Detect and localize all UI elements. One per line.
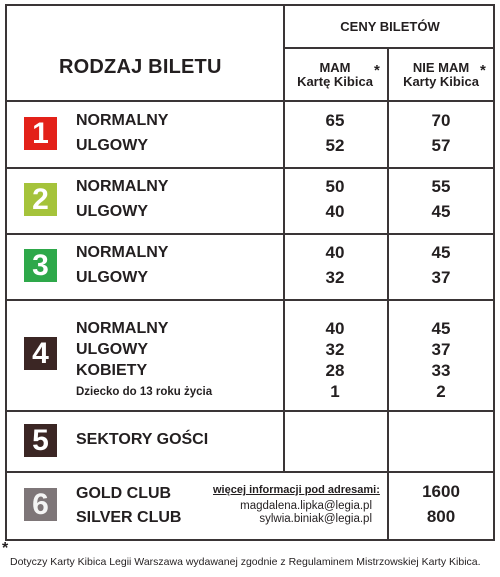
nocard-price: 37 [431,268,451,287]
row-label: ULGOWY [76,203,148,220]
nocard-price: 45 [431,319,451,338]
card-price: 1 [330,382,340,401]
row-divider-3 [5,233,495,235]
nocard-price: 70 [431,111,451,130]
club-price: 1600 [422,482,460,501]
card-price: 52 [325,136,345,155]
nocard-column-header [389,61,493,89]
club-price: 800 [426,507,456,526]
nocard-price: 2 [436,382,446,401]
row-label: ULGOWY [76,341,148,358]
footnote-star: * [2,540,9,557]
ticket-type-heading: RODZAJ BILETU [59,56,222,78]
row-label: SEKTORY GOŚCI [76,431,209,448]
sector-badge-6: 6 [24,488,57,521]
row-divider-4 [5,299,495,301]
nocard-header-line2: Karty Kibica [403,74,479,89]
row-divider-1 [5,100,495,102]
nocard-price: 33 [431,361,451,380]
card-price: 32 [325,268,345,287]
row-divider-6 [5,471,495,473]
nocard-price: 45 [431,202,451,221]
footnote-text: Dotyczy Karty Kibica Legii Warszawa wydawanej zgodnie z Regulaminem Mistrzowskiej Karty Kibica. [10,556,481,568]
card-price: 40 [325,319,345,338]
prices-heading: CENY BILETÓW [340,19,440,34]
contact-email[interactable]: magdalena.lipka@legia.pl [240,500,372,512]
nocard-header-line1: NIE MAM [412,60,470,75]
card-price: 65 [325,111,345,130]
row-label: NORMALNY [76,244,169,261]
row-divider-5 [5,410,495,412]
contact-email[interactable]: sylwia.biniak@legia.pl [259,513,372,525]
card-price: 40 [325,243,345,262]
row-label-child: Dziecko do 13 roku życia [76,386,213,398]
card-header-star: * [374,62,380,79]
nocard-header-star: * [480,62,486,79]
card-column-header [285,61,385,89]
sector-badge-4: 4 [24,337,57,370]
card-price: 28 [325,361,345,380]
header-subdivider [283,47,495,49]
nocard-price: 55 [431,177,451,196]
row-label: ULGOWY [76,137,148,154]
card-price: 50 [325,177,345,196]
sector-badge-1: 1 [24,117,57,150]
row-label: KOBIETY [76,362,148,379]
row-label: SILVER CLUB [76,509,182,526]
row-label: NORMALNY [76,178,169,195]
nocard-price: 57 [431,136,451,155]
row-label: GOLD CLUB [76,485,172,502]
sector-badge-2: 2 [24,183,57,216]
row-label: NORMALNY [76,112,169,129]
more-info-label: więcej informacji pod adresami: [213,484,380,496]
row-label: NORMALNY [76,320,169,337]
card-price: 32 [325,340,345,359]
card-price: 40 [325,202,345,221]
row-label: ULGOWY [76,269,148,286]
card-header-line1: MAM [319,60,351,75]
sector-badge-5: 5 [24,424,57,457]
sector-badge-3: 3 [24,249,57,282]
row-divider-2 [5,167,495,169]
card-header-line2: Kartę Kibica [297,74,373,89]
nocard-price: 37 [431,340,451,359]
nocard-price: 45 [431,243,451,262]
